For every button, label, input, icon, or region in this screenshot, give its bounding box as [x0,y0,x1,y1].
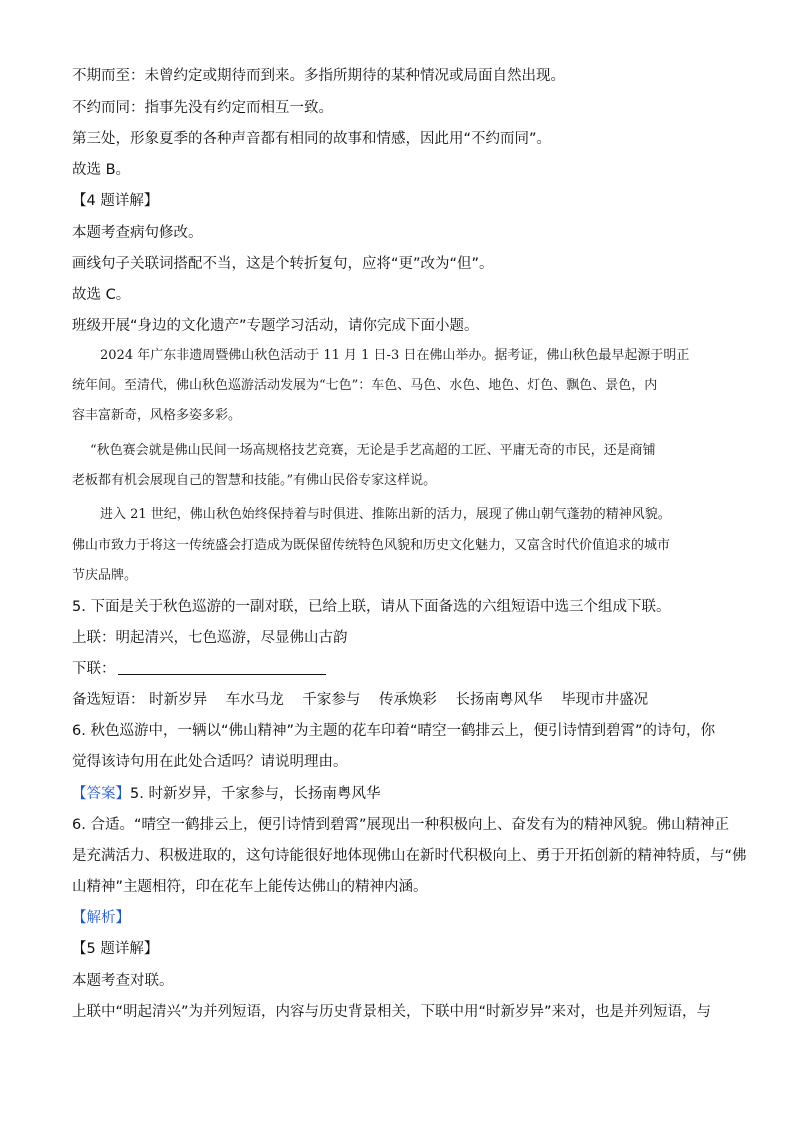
text-line: 不约而同：指事先没有约定而相互一致。 [72,100,333,116]
passage-line: 佛山市致力于将这一传统盛会打造成为既保留传统特色风貌和历史文化魅力，又富含时代价值追求的城市 [72,538,671,553]
text-line: 故选 B。 [72,162,131,178]
couplet-upper: 上联：明起清兴，七色巡游，尽显佛山古韵 [72,630,348,646]
couplet-lower [72,659,326,679]
couplet-lower-label: 下联： [72,661,116,677]
section-heading: 【4 题详解】 [72,193,159,209]
text-line: 不期而至：未曾约定或期待而到来。多指所期待的某种情况或局面自然出现。 [72,68,565,84]
options-line [72,690,648,710]
section-heading: 【5 题详解】 [72,941,159,957]
passage-line: 节庆品牌。 [72,568,138,583]
option-item: 千家参与 [302,692,361,708]
option-item: 车水马龙 [225,692,284,708]
answer-6: 6. 合适。“晴空一鹤排云上，便引诗情到碧霄”展现出一种积极向上、奋发有为的精神风貌。佛山精神正 [72,817,729,833]
passage-line: 进入 21 世纪，佛山秋色始终保持着与时俱进、推陈出新的活力，展现了佛山朝气蓬勃的精神风貌。 [100,507,671,522]
option-item: 毕现市井盛况 [561,692,649,708]
answer-5: 5. 时新岁异，千家参与，长扬南粤风华 [130,786,381,802]
passage-line: 老板都有机会展现自己的智慧和技能。”有佛山民俗专家这样说。 [72,473,437,488]
passage-line: 统年间。至清代，佛山秋色巡游活动发展为“七色”：车色、马色、水色、地色、灯色、飘色、景色，内 [72,378,658,393]
question-5: 5. 下面是关于秋色巡游的一副对联，已给上联，请从下面备选的六组短语中选三个组成下联。 [72,599,671,615]
passage-line: 容丰富新奇，风格多姿多彩。 [72,408,242,423]
answer-line [72,784,380,804]
options-label: 备选短语： [72,692,145,708]
question-6-cont: 觉得该诗句用在此处合适吗？请说明理由。 [72,754,348,770]
question-6: 6. 秋色巡游中，一辆以“佛山精神”为主题的花车印着“晴空一鹤排云上，便引诗情到碧霄”的诗句，你 [72,723,715,739]
text-line: 本题考查病句修改。 [72,225,203,241]
passage-line: 2024 年广东非遗周暨佛山秋色活动于 11 月 1 日-3 日在佛山举办。据考证，佛山秋色最早起源于明正 [100,348,690,363]
option-item: 时新岁异 [149,692,208,708]
passage-line: “秋色赛会就是佛山民间一场高规格技艺竞赛，无论是手艺高超的工匠、平庸无奇的市民，还是商铺 [90,443,656,458]
analysis-label: 【解析】 [72,910,130,926]
text-line: 故选 C。 [72,287,131,303]
answer-blank [118,660,326,675]
text-line: 上联中“明起清兴”为并列短语，内容与历史背景相关，下联中用“时新岁异”来对，也是并列短语，与 [72,1004,712,1020]
answer-6-cont: 山精神”主题相符，印在花车上能传达佛山的精神内涵。 [72,879,428,895]
text-line: 班级开展“身边的文化遗产”专题学习活动，请你完成下面小题。 [72,318,479,334]
text-line: 第三处，形象夏季的各种声音都有相同的故事和情感，因此用“不约而同”。 [72,131,552,147]
text-line: 本题考查对联。 [72,973,174,989]
option-item: 长扬南粤风华 [455,692,543,708]
text-line: 画线句子关联词搭配不当，这是个转折复句，应将“更”改为“但”。 [72,256,494,272]
answer-6-cont: 是充满活力、积极进取的，这句诗能很好地体现佛山在新时代积极向上、勇于开拓创新的精神特质，与“佛 [72,848,747,864]
answer-label: 【答案】 [72,786,130,802]
option-item: 传承焕彩 [378,692,437,708]
